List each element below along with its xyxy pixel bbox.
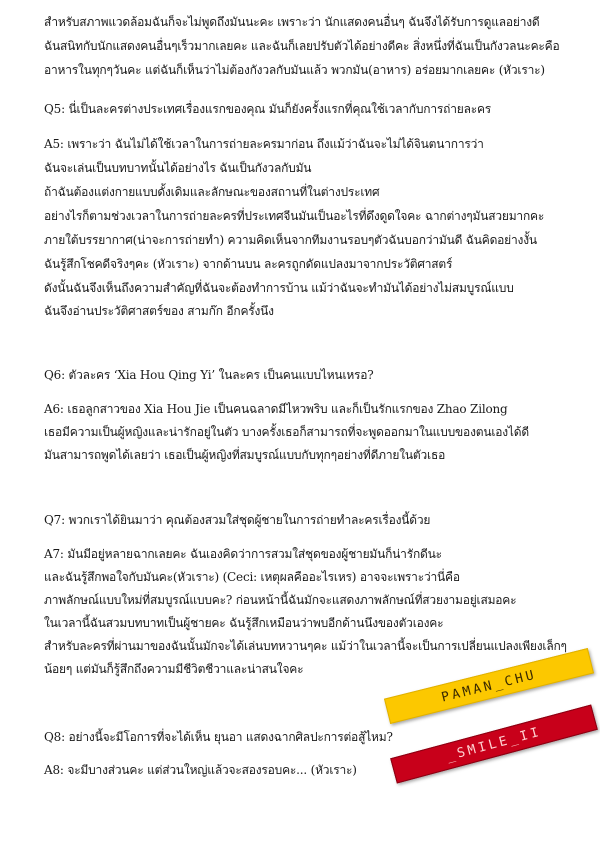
answer-line: ในเวลานี้ฉันสวมบทบาทเป็นผู้ชายคะ ฉันรู้สึกเหมือนว่าพบอีกด้านนึงของตัวเองคะ (44, 616, 444, 630)
answer-line: ภายใต้บรรยากาศ(น่าจะการถ่ายทำ) ความคิดเห็นจากทีมงานรอบๆตัวฉันบอกว่ามันดี ฉันคิดอย่างงั้น (44, 233, 537, 247)
answer-line: A6: เธอลูกสาวของ Xia Hou Jie เป็นคนฉลาดมีไหวพริบ และก็เป็นรักแรกของ Zhao Zilong (44, 402, 508, 416)
watermark-text: _SMILE_II (444, 724, 543, 764)
watermark-banner-red (390, 705, 598, 784)
answer-line: และฉันรู้สึกพอใจกับมันคะ(หัวเราะ) (Ceci: เหตุผลคืออะไรเหร) อาจจะเพราะว่านี่คือ (44, 570, 460, 584)
answer-line: เธอมีความเป็นผู้หญิงและน่ารักอยู่ในตัว บางครั้งเธอก็สามารถที่จะพูดออกมาในแบบของตนเองได้ดี (44, 425, 529, 439)
answer-line: อย่างไรก็ตามช่วงเวลาในการถ่ายละครที่ประเทศจีนมันเป็นอะไรที่ดึงดูดใจคะ ฉากต่างๆมันสวยมากคะ (44, 209, 545, 223)
intro-line: อาหารในทุกๆวันคะ แต่ฉันก็เห็นว่าไม่ต้องกังวลกับมันแล้ว พวกมัน(อาหาร) อร่อยมากเลยคะ (หัวเราะ) (44, 63, 545, 77)
answer-line: สำหรับละครที่ผ่านมาของฉันนั้นมักจะได้เล่นบทหวานๆคะ แม้ว่าในเวลานี้จะเป็นการเปลี่ยนแปลงเพียงเล็กๆ (44, 639, 567, 653)
answer-line: ภาพลักษณ์แบบใหม่ที่สมบูรณ์แบบคะ? ก่อนหน้านี้ฉันมักจะแสดงภาพลักษณ์ที่สวยงามอยู่เสมอคะ (44, 593, 517, 607)
question-q5: Q5: นี่เป็นละครต่างประเทศเรื่องแรกของคุณ มันก็ยังครั้งแรกที่คุณใช้เวลากับการถ่ายละคร (44, 102, 492, 116)
answer-line: A7: มันมีอยู่หลายฉากเลยคะ ฉันเองคิดว่าการสวมใส่ชุดของผู้ชายมันก็น่ารักดีนะ (44, 547, 442, 561)
intro-line: ฉันสนิทกับนักแสดงคนอื่นๆเร็วมากเลยคะ และฉันก็เลยปรับตัวได้อย่างดีคะ สิ่งหนึ่งที่ฉันเป็นกังวลนะคะคือ (44, 39, 560, 53)
answer-line: มันสามารถพูดได้เลยว่า เธอเป็นผู้หญิงที่สมบูรณ์แบบกับทุกๆอย่างที่ดีภายในตัวเธอ (44, 448, 446, 462)
answer-line: ฉันจะเล่นเป็นบทบาทนั้นได้อย่างไร ฉันเป็นกังวลกับมัน (44, 161, 312, 175)
answer-line: ฉันรู้สึกโชคดีจริงๆคะ (หัวเราะ) จากด้านบน ละครถูกดัดแปลงมาจากประวัติศาสตร์ (44, 257, 453, 271)
watermark-text: PAMAN_CHU (439, 666, 539, 706)
answer-line: A8: จะมีบางส่วนคะ แต่ส่วนใหญ่แล้วจะสองรอบคะ... (หัวเราะ) (44, 763, 357, 777)
question-q6: Q6: ตัวละคร ‘Xia Hou Qing Yi’ ในละคร เป็นคนแบบไหนเหรอ? (44, 368, 374, 382)
answer-line: ฉันจึงอ่านประวัติศาสตร์ของ สามก๊ก อีกครั้งนึง (44, 304, 274, 318)
intro-line: สำหรับสภาพแวดล้อมฉันก็จะไม่พูดถึงมันนะคะ เพราะว่า นักแสดงคนอื่นๆ ฉันจึงได้รับการดูแลอย่างดี (44, 15, 540, 29)
answer-line: A5: เพราะว่า ฉันไม่ได้ใช้เวลาในการถ่ายละครมาก่อน ถึงแม้ว่าฉันจะไม่ได้จินตนาการว่า (44, 137, 484, 151)
answer-line: น้อยๆ แต่มันก็รู้สึกถึงความมีชีวิตชีวาและน่าสนใจคะ (44, 662, 304, 676)
question-q7: Q7: พวกเราได้ยินมาว่า คุณต้องสวมใส่ชุดผู้ชายในการถ่ายทำละครเรื่องนี้ด้วย (44, 513, 431, 527)
question-q8: Q8: อย่างนี้จะมีโอการที่จะได้เห็น ยุนอา แสดงฉากศิลปะการต่อสู้ไหม? (44, 730, 393, 744)
answer-line: ถ้าฉันต้องแต่งกายแบบดั้งเดิมและลักษณะของสถานที่ในต่างประเทศ (44, 185, 380, 199)
answer-line: ดังนั้นฉันจึงเห็นถึงความสำคัญที่ฉันจะต้องทำการบ้าน แม้ว่าฉันจะทำมันได้อย่างไม่สมบูรณ์แบบ (44, 281, 514, 295)
